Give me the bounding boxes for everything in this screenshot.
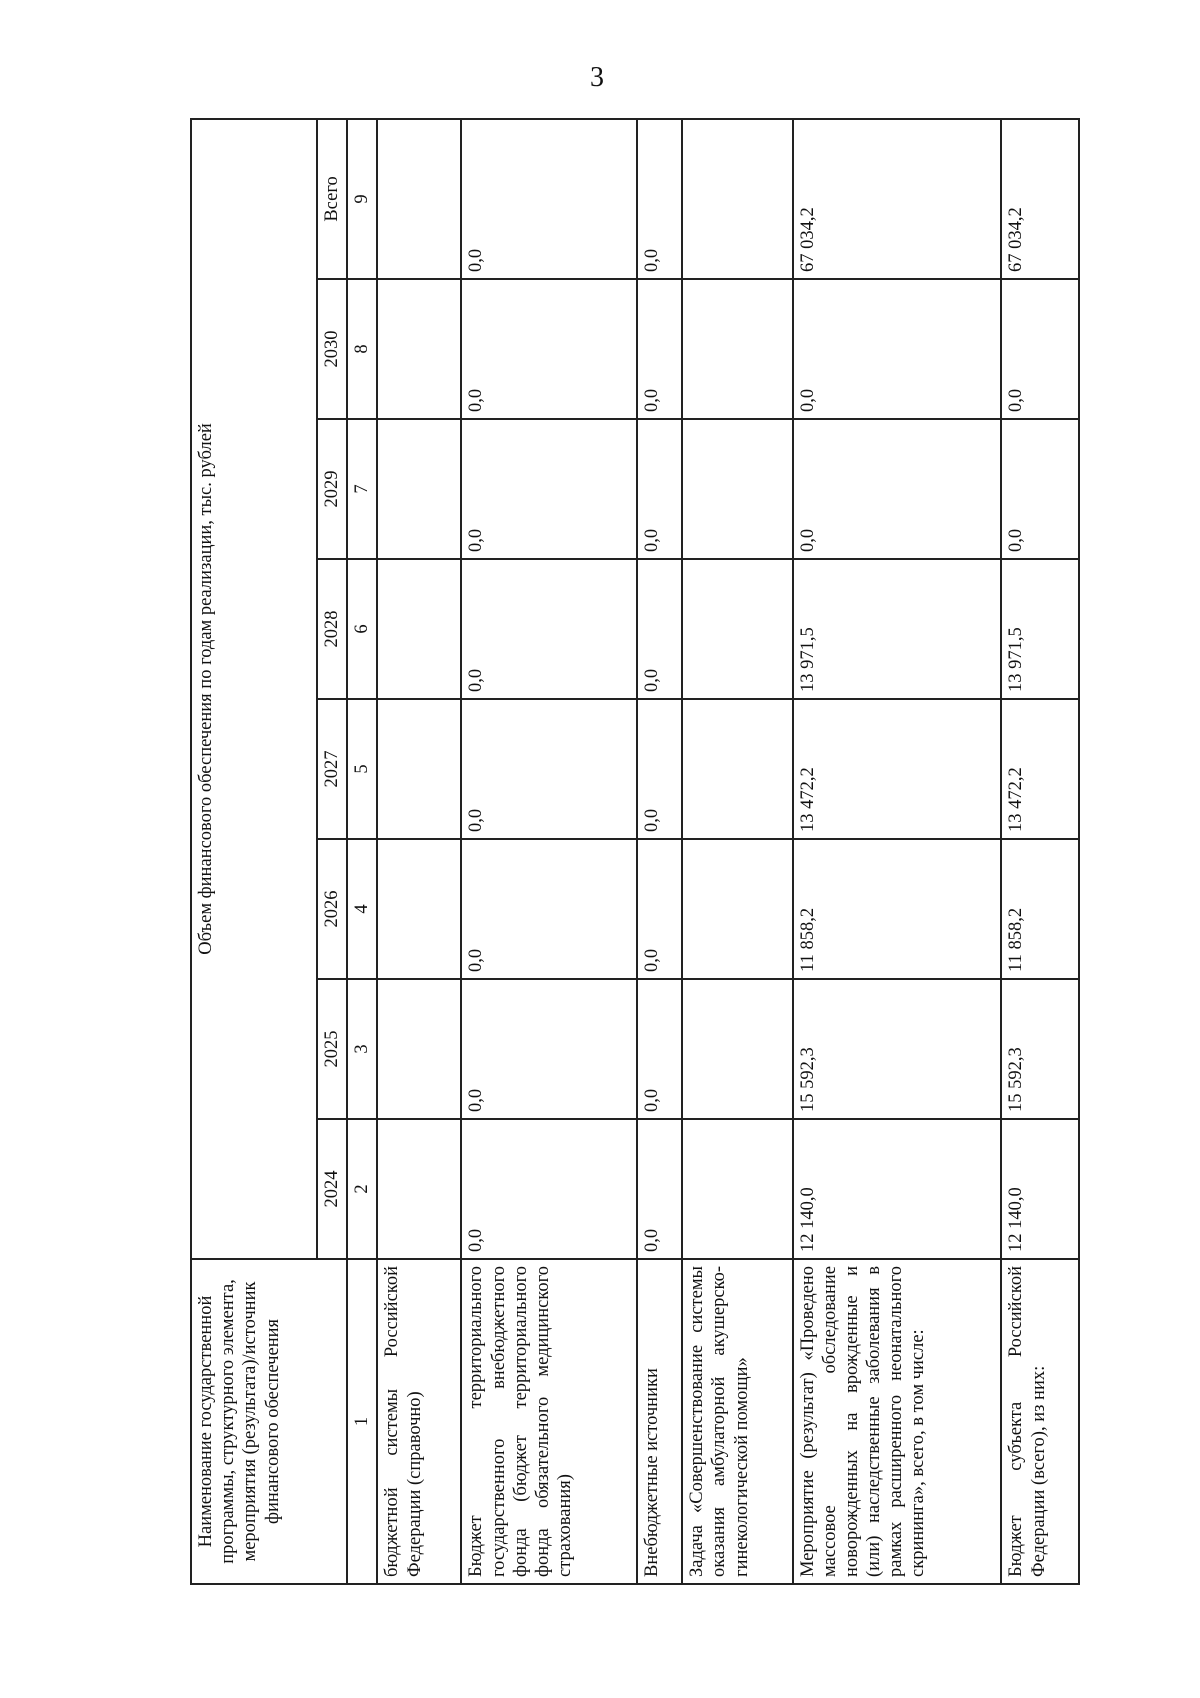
row-value: 12 140,0 <box>793 1119 1002 1259</box>
year-header: 2028 <box>317 559 347 699</box>
row-value <box>377 979 461 1119</box>
header-row-numbers <box>347 119 377 1584</box>
row-value: 11 858,2 <box>1001 839 1079 979</box>
column-number: 3 <box>347 979 377 1119</box>
row-value <box>682 699 792 839</box>
row-value <box>377 279 461 419</box>
column-number: 6 <box>347 559 377 699</box>
row-value: 67 034,2 <box>793 119 1002 279</box>
row-name: Бюджет субъекта Российской Федерации (всего), из них: <box>1001 1259 1079 1584</box>
column-number: 8 <box>347 279 377 419</box>
row-name: Задача «Совершенствование системы оказания амбулаторной акушерско-гинекологической помощи» <box>682 1259 792 1584</box>
row-value <box>377 699 461 839</box>
row-value <box>377 119 461 279</box>
row-value: 11 858,2 <box>793 839 1002 979</box>
column-number: 9 <box>347 119 377 279</box>
row-name: Бюджет территориального государственного внебюджетного фонда (бюджет территориального фонда обязательного медицинского страхования) <box>461 1259 637 1584</box>
row-value <box>682 559 792 699</box>
row-value <box>682 1119 792 1259</box>
header-row-group <box>191 119 317 1584</box>
row-value: 13 971,5 <box>1001 559 1079 699</box>
year-header: 2026 <box>317 839 347 979</box>
row-value: 0,0 <box>637 979 682 1119</box>
row-value: 0,0 <box>793 419 1002 559</box>
row-value: 0,0 <box>637 839 682 979</box>
row-name: Мероприятие (результат) «Проведено массовое обследование новорожденных на врожденные и (или) наследственные заболевания в рамках расширенного неонатального скрининга», всего, в том числе: <box>793 1259 1002 1584</box>
year-header: 2024 <box>317 1119 347 1259</box>
row-value: 0,0 <box>637 699 682 839</box>
row-value: 15 592,3 <box>793 979 1002 1119</box>
row-value <box>377 419 461 559</box>
row-value: 13 971,5 <box>793 559 1002 699</box>
row-value: 13 472,2 <box>1001 699 1079 839</box>
row-value <box>377 839 461 979</box>
row-value: 0,0 <box>461 119 637 279</box>
rotated-table-container <box>190 120 1080 1585</box>
column-number: 4 <box>347 839 377 979</box>
row-value: 0,0 <box>1001 419 1079 559</box>
row-value: 0,0 <box>637 1119 682 1259</box>
row-value: 12 140,0 <box>1001 1119 1079 1259</box>
row-value: 0,0 <box>461 559 637 699</box>
row-value: 15 592,3 <box>1001 979 1079 1119</box>
row-value: 0,0 <box>461 839 637 979</box>
row-value: 0,0 <box>637 279 682 419</box>
row-value: 0,0 <box>637 559 682 699</box>
row-name: Внебюджетные источники <box>637 1259 682 1584</box>
table-row <box>1001 119 1079 1584</box>
row-value: 0,0 <box>793 279 1002 419</box>
row-value: 0,0 <box>461 979 637 1119</box>
total-header: Всего <box>317 119 347 279</box>
row-value <box>377 559 461 699</box>
funding-group-header: Объем финансового обеспечения по годам реализации, тыс. рублей <box>191 119 317 1259</box>
table-row <box>793 119 1002 1584</box>
year-header: 2030 <box>317 279 347 419</box>
page-number: 3 <box>590 62 604 93</box>
row-name: бюджетной системы Российской Федерации (справочно) <box>377 1259 461 1584</box>
row-value: 13 472,2 <box>793 699 1002 839</box>
column-number: 1 <box>347 1259 377 1584</box>
column-number: 7 <box>347 419 377 559</box>
row-value: 0,0 <box>637 419 682 559</box>
row-value: 0,0 <box>461 699 637 839</box>
table-row <box>461 119 637 1584</box>
table-row <box>637 119 682 1584</box>
row-value: 0,0 <box>461 1119 637 1259</box>
row-value <box>682 979 792 1119</box>
column-number: 5 <box>347 699 377 839</box>
row-value: 0,0 <box>637 119 682 279</box>
row-value <box>377 1119 461 1259</box>
table-row <box>682 119 792 1584</box>
table-row <box>377 119 461 1584</box>
row-value <box>682 279 792 419</box>
column-number: 2 <box>347 1119 377 1259</box>
year-header: 2027 <box>317 699 347 839</box>
row-value <box>682 119 792 279</box>
row-value: 0,0 <box>1001 279 1079 419</box>
row-value: 67 034,2 <box>1001 119 1079 279</box>
row-value: 0,0 <box>461 419 637 559</box>
financing-table <box>190 118 1080 1585</box>
row-value <box>682 419 792 559</box>
row-value <box>682 839 792 979</box>
row-value: 0,0 <box>461 279 637 419</box>
year-header: 2029 <box>317 419 347 559</box>
name-column-header: Наименование государственной программы, структурного элемента, мероприятия (результата)/источник финансового обеспечения <box>191 1259 347 1584</box>
year-header: 2025 <box>317 979 347 1119</box>
